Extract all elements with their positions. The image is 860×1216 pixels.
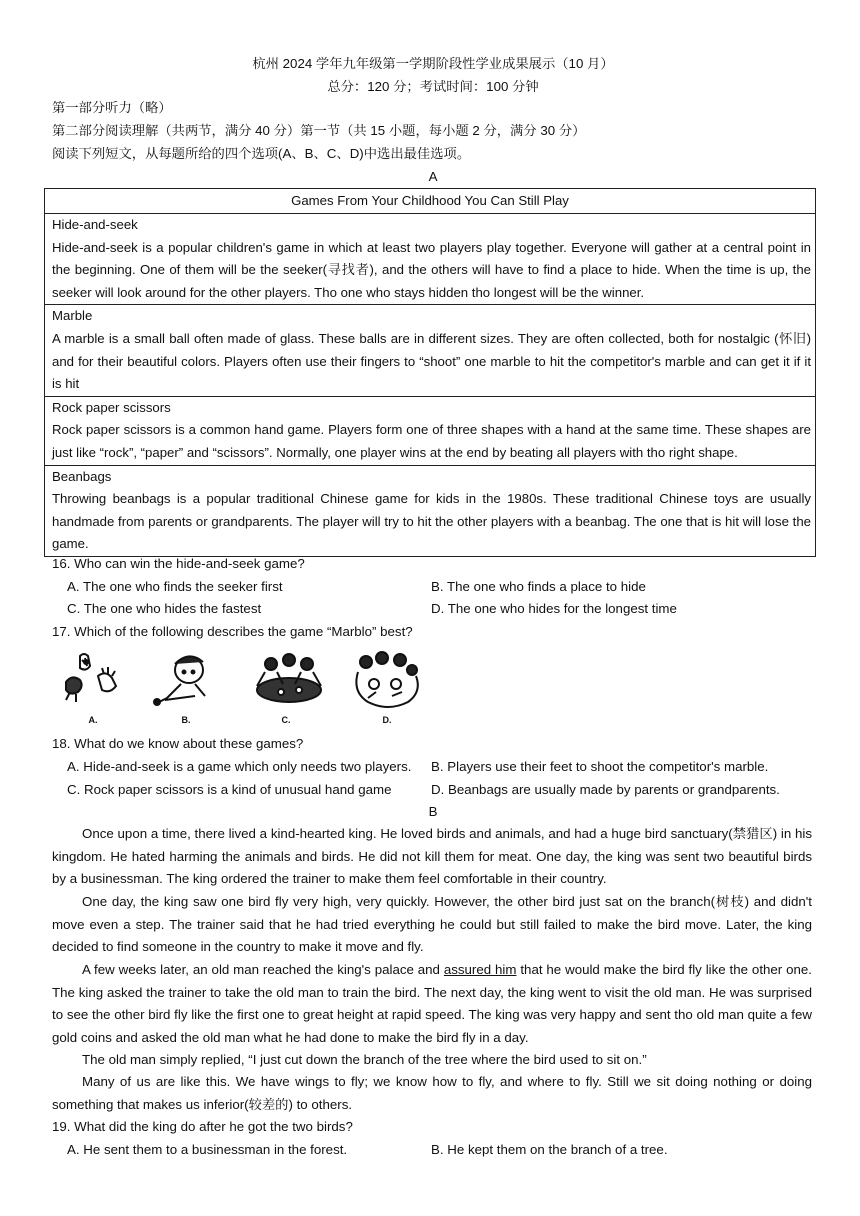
- hand-gestures-illustration: [58, 650, 128, 712]
- part2-heading: 第二部分阅读理解（共两节，满分 40 分）第一节（共 15 小题，每小题 2 分，满分 30 分）: [52, 123, 586, 138]
- q18-option-a: A. Hide-and-seek is a game which only needs two players.: [67, 759, 412, 774]
- q17-label-d: D.: [382, 715, 392, 725]
- paragraph-3-text-end: that he would make the bird fly like the other one. The king asked the trainer to take the old man to train the bird. The next day, the king went to visit the old man. He was surprised to see the other bird fly like the first one to great height at rapid speed. The king was very happy and sent tho old man quite a few gold coins and asked the old man what he had done to make the bird fly in a day.: [52, 962, 812, 1045]
- children-playing-group-illustration: [251, 650, 327, 712]
- game-name: Marble: [52, 308, 93, 324]
- q16-option-c: C. The one who hides the fastest: [67, 601, 262, 616]
- game-description: A marble is a small ball often made of glass. These balls are in different sizes. They are often collected, both for nostalgic (怀旧) and for their beautiful colors. Players often use their fingers to “shoot” one marble to hit the competitor's marble and can get it if it is hit: [52, 330, 811, 392]
- question-16: 16. Who can win the hide-and-seek game?: [52, 556, 305, 571]
- q17-picture-a: [58, 650, 128, 725]
- passage-b-paragraph-5: Many of us are like this. We have wings to fly; we know how to fly, and where to fly. Still we sit doing nothing or doing something that makes us inferior(较差的) to others.: [52, 1074, 812, 1112]
- passage-b-label: B: [428, 804, 438, 819]
- game-name: Hide-and-seek: [52, 217, 138, 232]
- game-name: Rock paper scissors: [52, 399, 171, 415]
- game-cell-marble: [45, 305, 816, 396]
- game-cell-rock-paper-scissors: [45, 396, 816, 465]
- q18-option-d: D. Beanbags are usually made by parents or grandparents.: [431, 782, 780, 797]
- underlined-phrase: assured him: [443, 962, 517, 977]
- q17-picture-options: [56, 650, 436, 725]
- game-name: Beanbags: [52, 468, 112, 484]
- q16-option-a: A. The one who finds the seeker first: [67, 579, 283, 594]
- q17-picture-b: [151, 650, 221, 725]
- q17-label-a: A.: [88, 715, 98, 725]
- game-description: Rock paper scissors is a common hand game. Players form one of three shapes with a hand at the same time. These shapes are just like “rock”, “paper” and “scissors”. Normally, one player wins at the end by beating all players with tho right shape.: [52, 422, 811, 460]
- game-description: Throwing beanbags is a popular traditional Chinese game for kids in the 1980s. These traditional Chinese toys are usually handmade from parents or grandparents. The player will try to hit the other players with a beanbag. The one that is hit will lose the game.: [52, 491, 811, 552]
- exam-title: 杭州 2024 学年九年级第一学期阶段性学业成果展示（10 月）: [252, 56, 614, 71]
- children-group-circle-illustration: [352, 650, 422, 712]
- game-cell-beanbags: [45, 465, 816, 556]
- question-18: 18. What do we know about these games?: [52, 736, 304, 751]
- question-17: 17. Which of the following describes the game “Marblo” best?: [52, 624, 413, 639]
- part1-heading: 第一部分听力（略）: [52, 100, 172, 115]
- q16-option-d: D. The one who hides for the longest time: [431, 601, 677, 616]
- q18-option-c: C. Rock paper scissors is a kind of unusual hand game: [67, 782, 392, 797]
- q19-option-a: A. He sent them to a businessman in the forest.: [67, 1142, 348, 1157]
- instruction-text: 阅读下列短文，从每题所给的四个选项(A、B、C、D)中选出最佳选项。: [52, 146, 471, 161]
- q17-label-b: B.: [181, 715, 191, 725]
- q19-option-b: B. He kept them on the branch of a tree.: [431, 1142, 668, 1157]
- exam-subtitle: 总分：120 分；考试时间：100 分钟: [327, 79, 539, 94]
- q18-option-b: B. Players use their feet to shoot the competitor's marble.: [431, 759, 769, 774]
- passage-b-paragraph-4: The old man simply replied, “I just cut down the branch of the tree where the bird used to sit on.”: [82, 1052, 647, 1067]
- q17-label-c: C.: [281, 715, 291, 725]
- passage-a-label: A: [428, 169, 438, 184]
- paragraph-3-text-start: A few weeks later, an old man reached the king's palace and: [82, 962, 444, 977]
- passage-b-paragraph-2: One day, the king saw one bird fly very high, very quickly. However, the other bird just sat on the branch(树枝) and didn't move even a step. The trainer said that he had tried everything he could but still failed to make the bird move. Later, the king decided to find someone in the country to make it move and fly.: [52, 894, 812, 955]
- child-shooting-marble-illustration: [151, 650, 221, 712]
- passage-b-paragraph-1: Once upon a time, there lived a kind-hearted king. He loved birds and animals, and had a huge bird sanctuary(禁猎区) in his kingdom. He hated harming the animals and birds. He did not kill them for meat. One day, the king was sent two beautiful birds by a businessman. The king ordered the trainer to make them feel comfortable in their country.: [52, 826, 812, 887]
- q17-picture-d: [352, 650, 422, 725]
- games-table: [44, 188, 816, 557]
- game-cell-hide-and-seek: [45, 214, 816, 305]
- games-table-title: Games From Your Childhood You Can Still Play: [45, 189, 816, 214]
- q16-option-b: B. The one who finds a place to hide: [431, 579, 646, 594]
- question-19: 19. What did the king do after he got the two birds?: [52, 1119, 353, 1134]
- game-description: Hide-and-seek is a popular children's game in which at least two players play together. Everyone will gather at a central point in the beginning. One of them will be the seeker(寻找者), and the others will have to find a place to hide. When the time is up, the seeker will look around for the other players. Tho one who stays hidden tho longest will be the winner.: [52, 239, 811, 300]
- passage-b-paragraph-3: [52, 959, 812, 1049]
- q17-picture-c: [251, 650, 321, 725]
